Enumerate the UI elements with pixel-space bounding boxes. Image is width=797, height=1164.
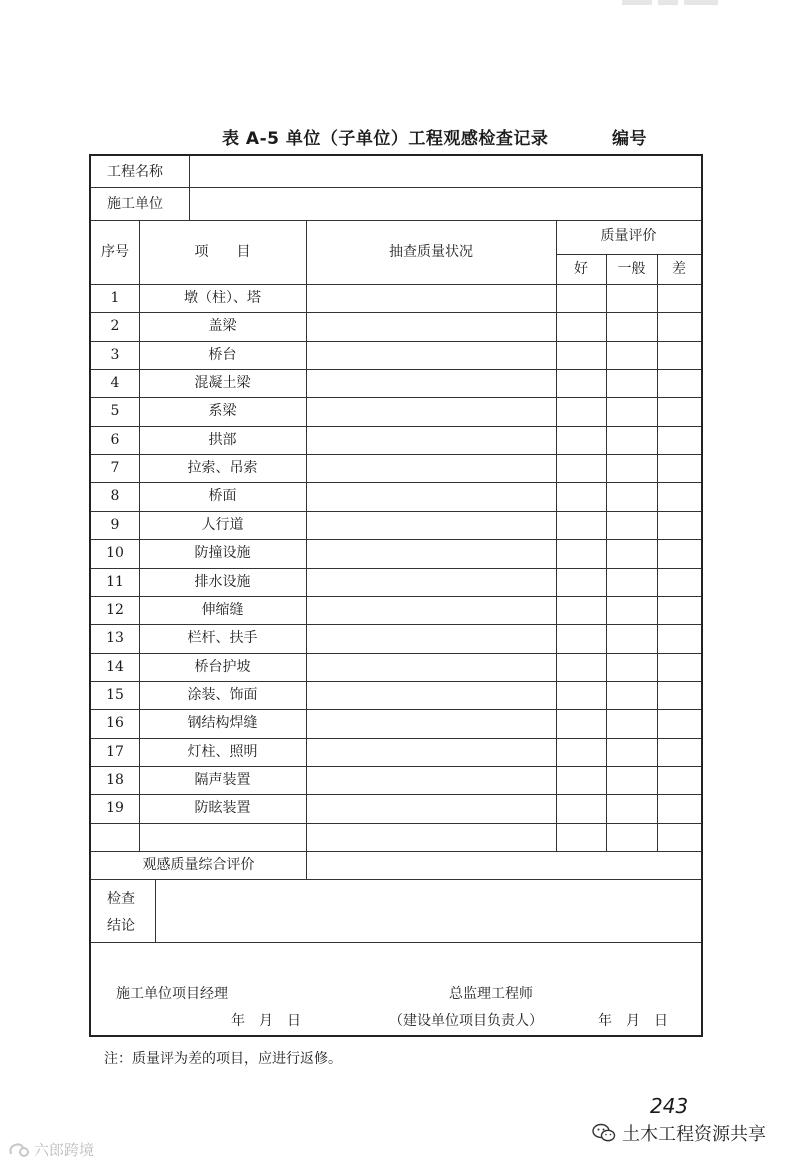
- row-item-name: 伸缩缝: [201, 602, 244, 618]
- row-status-field[interactable]: [307, 313, 556, 339]
- row-seq-number: 11: [106, 574, 124, 590]
- row-status-field[interactable]: [307, 682, 556, 708]
- row-status-field[interactable]: [307, 824, 556, 850]
- row-seq-number: 12: [106, 602, 124, 618]
- row-good-checkbox[interactable]: [557, 370, 606, 396]
- row-seq-number: 5: [110, 403, 120, 419]
- row-good-checkbox[interactable]: [557, 285, 606, 311]
- row-ok-checkbox[interactable]: [607, 427, 657, 453]
- row-seq-number: 14: [106, 659, 124, 675]
- row-seq-number: 7: [110, 460, 120, 476]
- watermark-left: [8, 1139, 94, 1160]
- row-item-name: 隔声装置: [194, 772, 251, 788]
- row-item-name: 桥面: [208, 488, 237, 504]
- row-good-checkbox[interactable]: [557, 512, 606, 538]
- row-item-name: 排水设施: [194, 574, 251, 590]
- overall-evaluation-label: 观感质量综合评价: [142, 857, 255, 873]
- row-good-checkbox[interactable]: [557, 398, 606, 424]
- row-status-field[interactable]: [307, 569, 556, 595]
- contractor-field[interactable]: [190, 188, 701, 220]
- row-status-field[interactable]: [307, 398, 556, 424]
- row-item-name: 拱部: [208, 432, 237, 448]
- inspection-form-table: [89, 154, 703, 1037]
- row-seq-number: 2: [110, 318, 120, 334]
- row-ok-checkbox[interactable]: [607, 285, 657, 311]
- row-good-checkbox[interactable]: [557, 767, 606, 793]
- row-item-name: 防撞设施: [194, 545, 251, 561]
- row-status-field[interactable]: [307, 342, 556, 368]
- watermark-right: [592, 1120, 766, 1146]
- wechat-icon: [592, 1123, 616, 1143]
- row-seq-number: 15: [106, 687, 124, 703]
- row-seq-number: 9: [110, 517, 120, 533]
- row-seq-number: 3: [110, 347, 120, 363]
- row-status-field[interactable]: [307, 455, 556, 481]
- row-good-checkbox[interactable]: [557, 455, 606, 481]
- row-item-name: 栏杆、扶手: [187, 630, 258, 646]
- row-status-field[interactable]: [307, 710, 556, 736]
- col-ok-header: 一般: [617, 261, 646, 277]
- row-divider: [556, 254, 701, 255]
- col-good-header: 好: [574, 261, 588, 277]
- owner-representative-label: （建设单位项目负责人）: [389, 1013, 543, 1029]
- row-seq-number: 4: [110, 375, 120, 391]
- scan-artifact: [622, 0, 722, 6]
- row-ok-checkbox[interactable]: [607, 795, 657, 821]
- row-good-checkbox[interactable]: [557, 824, 606, 850]
- row-seq-number: 6: [110, 432, 120, 448]
- row-bad-checkbox[interactable]: [658, 767, 701, 793]
- row-seq-number: 16: [106, 715, 124, 731]
- row-ok-checkbox[interactable]: [607, 398, 657, 424]
- row-good-checkbox[interactable]: [557, 625, 606, 651]
- row-item-name: 系梁: [208, 403, 237, 419]
- row-ok-checkbox[interactable]: [607, 597, 657, 623]
- row-ok-checkbox[interactable]: [607, 512, 657, 538]
- watermark-logo-icon: [8, 1142, 30, 1158]
- row-seq-number: 18: [106, 772, 124, 788]
- row-ok-checkbox[interactable]: [607, 313, 657, 339]
- row-item-name: 防眩装置: [194, 800, 251, 816]
- row-bad-checkbox[interactable]: [658, 739, 701, 765]
- row-bad-checkbox[interactable]: [658, 370, 701, 396]
- contractor-label: 施工单位: [107, 196, 163, 212]
- row-status-field[interactable]: [307, 654, 556, 680]
- form-number-label: 编号: [612, 129, 647, 149]
- row-seq-number: 1: [110, 290, 120, 306]
- row-good-checkbox[interactable]: [557, 427, 606, 453]
- row-item-name: 人行道: [201, 517, 244, 533]
- row-good-checkbox[interactable]: [557, 682, 606, 708]
- row-good-checkbox[interactable]: [557, 483, 606, 509]
- row-bad-checkbox[interactable]: [658, 427, 701, 453]
- supervisor-sign-date: 年 月 日: [598, 1013, 668, 1029]
- conclusion-field[interactable]: [156, 880, 701, 942]
- row-item-name: 灯柱、照明: [187, 744, 258, 760]
- row-seq-number: 17: [106, 744, 124, 760]
- row-good-checkbox[interactable]: [557, 342, 606, 368]
- row-bad-checkbox[interactable]: [658, 569, 701, 595]
- row-seq-number: 19: [106, 800, 124, 816]
- row-bad-checkbox[interactable]: [658, 398, 701, 424]
- row-bad-checkbox[interactable]: [658, 483, 701, 509]
- row-good-checkbox[interactable]: [557, 540, 606, 566]
- row-good-checkbox[interactable]: [557, 313, 606, 339]
- row-bad-checkbox[interactable]: [658, 455, 701, 481]
- conclusion-label-line1: 检查: [107, 891, 135, 907]
- row-good-checkbox[interactable]: [557, 739, 606, 765]
- chief-supervisor-label: 总监理工程师: [449, 986, 533, 1002]
- row-seq-number: 8: [110, 488, 120, 504]
- row-bad-checkbox[interactable]: [658, 654, 701, 680]
- col-quality-header: 质量评价: [600, 228, 657, 244]
- row-item-name: 盖梁: [208, 318, 237, 334]
- row-bad-checkbox[interactable]: [658, 824, 701, 850]
- row-item-name: 钢结构焊缝: [187, 715, 258, 731]
- row-divider: [91, 220, 701, 221]
- row-status-field[interactable]: [307, 739, 556, 765]
- watermark-right-text: 土木工程资源共享: [622, 1124, 766, 1145]
- col-item-header: 项 目: [194, 244, 251, 260]
- conclusion-label-line2: 结论: [107, 918, 135, 934]
- row-ok-checkbox[interactable]: [607, 370, 657, 396]
- row-divider: [91, 942, 701, 943]
- row-ok-checkbox[interactable]: [607, 540, 657, 566]
- row-bad-checkbox[interactable]: [658, 710, 701, 736]
- row-status-field[interactable]: [307, 540, 556, 566]
- row-bad-checkbox[interactable]: [658, 682, 701, 708]
- row-bad-checkbox[interactable]: [658, 342, 701, 368]
- row-status-field[interactable]: [307, 767, 556, 793]
- row-good-checkbox[interactable]: [557, 654, 606, 680]
- col-status-header: 抽查质量状况: [389, 244, 473, 260]
- row-status-field[interactable]: [307, 625, 556, 651]
- project-name-field[interactable]: [190, 156, 701, 187]
- row-status-field[interactable]: [307, 427, 556, 453]
- row-good-checkbox[interactable]: [557, 795, 606, 821]
- row-bad-checkbox[interactable]: [658, 540, 701, 566]
- row-item-name: 混凝土梁: [194, 375, 251, 391]
- row-item-name: 涂装、饰面: [187, 687, 258, 703]
- row-bad-checkbox[interactable]: [658, 795, 701, 821]
- row-item-name: 桥台: [208, 347, 237, 363]
- row-ok-checkbox[interactable]: [607, 455, 657, 481]
- contractor-sign-date: 年 月 日: [231, 1013, 301, 1029]
- row-bad-checkbox[interactable]: [658, 625, 701, 651]
- form-title-text: 表 A-5 单位（子单位）工程观感检查记录: [222, 129, 549, 149]
- row-ok-checkbox[interactable]: [607, 569, 657, 595]
- row-seq-number: 13: [106, 630, 124, 646]
- row-status-field[interactable]: [307, 795, 556, 821]
- footnote: 注：质量评为差的项目，应进行返修。: [104, 1051, 342, 1067]
- row-ok-checkbox[interactable]: [607, 342, 657, 368]
- project-name-label: 工程名称: [107, 164, 163, 180]
- row-ok-checkbox[interactable]: [607, 824, 657, 850]
- row-bad-checkbox[interactable]: [658, 512, 701, 538]
- contractor-manager-label: 施工单位项目经理: [116, 986, 228, 1002]
- row-ok-checkbox[interactable]: [607, 654, 657, 680]
- row-ok-checkbox[interactable]: [607, 625, 657, 651]
- row-ok-checkbox[interactable]: [607, 710, 657, 736]
- row-ok-checkbox[interactable]: [607, 739, 657, 765]
- row-status-field[interactable]: [307, 285, 556, 311]
- row-bad-checkbox[interactable]: [658, 597, 701, 623]
- row-good-checkbox[interactable]: [557, 597, 606, 623]
- row-ok-checkbox[interactable]: [607, 483, 657, 509]
- row-status-field[interactable]: [307, 512, 556, 538]
- col-seq-header: 序号: [101, 244, 129, 260]
- row-status-field[interactable]: [307, 597, 556, 623]
- row-bad-checkbox[interactable]: [658, 313, 701, 339]
- row-item-name: 桥台护坡: [194, 659, 251, 675]
- overall-evaluation-field[interactable]: [307, 852, 701, 879]
- watermark-left-text: 六郎跨境: [34, 1141, 95, 1159]
- row-status-field[interactable]: [307, 483, 556, 509]
- row-ok-checkbox[interactable]: [607, 767, 657, 793]
- row-status-field[interactable]: [307, 370, 556, 396]
- row-good-checkbox[interactable]: [557, 710, 606, 736]
- row-good-checkbox[interactable]: [557, 569, 606, 595]
- row-bad-checkbox[interactable]: [658, 285, 701, 311]
- row-ok-checkbox[interactable]: [607, 682, 657, 708]
- row-seq-number: 10: [106, 545, 124, 561]
- col-bad-header: 差: [672, 261, 686, 277]
- row-item-name: 拉索、吊索: [187, 460, 258, 476]
- row-item-name: 墩（柱）、塔: [184, 290, 261, 306]
- page-number: 243: [650, 1094, 689, 1118]
